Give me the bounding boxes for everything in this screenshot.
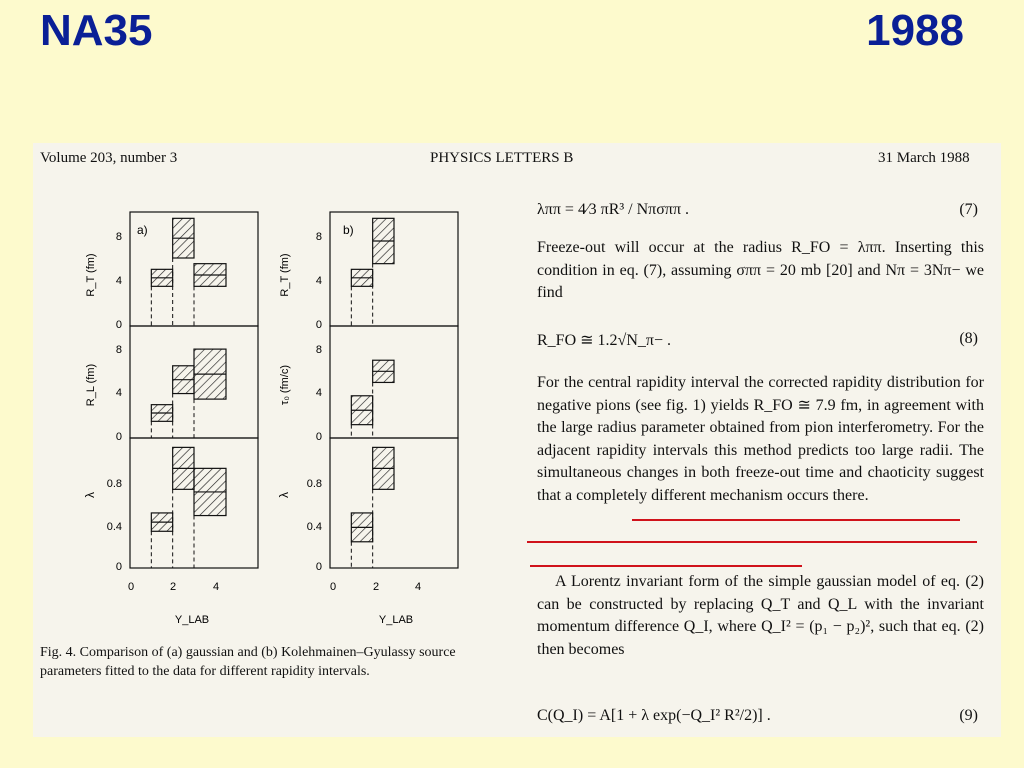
ylabel-a-lambda: λ <box>83 492 97 498</box>
tick-a-rt-4: 4 <box>115 275 122 287</box>
ylabel-b-tau: τ₀ (fm/c) <box>279 364 291 406</box>
panel-b-label: b) <box>343 223 354 237</box>
tick-b-rt-4: 4 <box>315 275 322 287</box>
slide-title-year: 1988 <box>866 6 964 55</box>
tick-a-l-0: 0 <box>115 561 122 573</box>
underline-3 <box>530 565 802 567</box>
ylabel-a-rt: R_T (fm) <box>85 253 97 297</box>
journal-header: PHYSICS LETTERS B <box>430 150 574 166</box>
highlighted-sentence: The simultaneous changes in both freeze-out time and chaoticity suggest that a completely different mechanism occurs there. <box>537 441 984 504</box>
underline-1 <box>632 519 960 521</box>
ylabel-b-rt: R_T (fm) <box>279 253 291 297</box>
underline-2 <box>527 541 977 543</box>
equation-7: λππ = 4⁄3 πR³ / Nπσππ . <box>537 201 690 218</box>
equation-9-number: (9) <box>959 707 978 724</box>
tick-a-rl-0: 0 <box>115 431 122 443</box>
tick-b-l-0: 0 <box>315 561 322 573</box>
tick-a-rl-8: 8 <box>115 344 122 356</box>
ylabel-a-rl: R_L (fm) <box>85 363 97 407</box>
equation-8-number: (8) <box>959 330 978 347</box>
equation-8: R_FO ≅ 1.2√N_π− . <box>537 332 671 349</box>
paragraph-freeze-out: Freeze-out will occur at the radius R_FO = λππ. Inserting this condition in eq. (7), assuming σππ = 20 mb [20] and Nπ = 3Nπ− we find <box>537 239 984 301</box>
figure-4 <box>30 150 500 640</box>
tick-a-rt-8: 8 <box>115 231 122 243</box>
tick-a-l-04: 0.4 <box>106 521 122 533</box>
xtick-b-4: 4 <box>414 581 422 593</box>
xlabel-a: Y_LAB <box>174 614 210 626</box>
panel-a-label: a) <box>137 223 148 237</box>
ylabel-b-lambda: λ <box>277 492 291 498</box>
paragraph-central-rapidity <box>537 372 984 507</box>
tick-b-rt-8: 8 <box>315 231 322 243</box>
figure-caption: Fig. 4. Comparison of (a) gaussian and (b) Kolehmainen–Gyulassy source parameters fitted to the data for different rapidity intervals. <box>40 645 456 679</box>
date-header: 31 March 1988 <box>878 150 970 166</box>
tick-b-tau-8: 8 <box>315 344 322 356</box>
equation-7-number: (7) <box>959 201 978 218</box>
xlabel-b: Y_LAB <box>378 614 414 626</box>
tick-b-tau-4: 4 <box>315 387 322 399</box>
paragraph-lorentz: A Lorentz invariant form of the simple gaussian model of eq. (2) can be constructed by replacing Q_T and Q_L with the invariant momentum difference Q_I, where Q_I² = (p₁ − p₂)², such that eq. (2) then becomes <box>537 573 984 658</box>
xtick-b-0: 0 <box>329 581 337 593</box>
tick-b-l-08: 0.8 <box>306 478 322 490</box>
volume-header: Volume 203, number 3 <box>40 150 178 166</box>
xtick-a-0: 0 <box>127 581 135 593</box>
tick-a-rt-0: 0 <box>115 319 122 331</box>
tick-b-l-04: 0.4 <box>306 521 322 533</box>
xtick-a-4: 4 <box>212 581 220 593</box>
tick-a-l-08: 0.8 <box>106 478 122 490</box>
equation-9: C(Q_I) = A[1 + λ exp(−Q_I² R²/2)] . <box>537 707 771 724</box>
tick-b-rt-0: 0 <box>315 319 322 331</box>
xtick-a-2: 2 <box>169 581 177 593</box>
tick-a-rl-4: 4 <box>115 387 122 399</box>
tick-b-tau-0: 0 <box>315 431 322 443</box>
slide-title-experiment: NA35 <box>40 6 153 55</box>
paragraph-central-rapidity-a: For the central rapidity interval the corrected rapidity distribution for negative pions (see fig. 1) yields R_FO ≅ 7.9 fm, in agreement with the large radius parameter obtained from pion interferometry. For the adjacent rapidity intervals this method predicts too large radii. <box>537 374 984 459</box>
xtick-b-2: 2 <box>372 581 380 593</box>
